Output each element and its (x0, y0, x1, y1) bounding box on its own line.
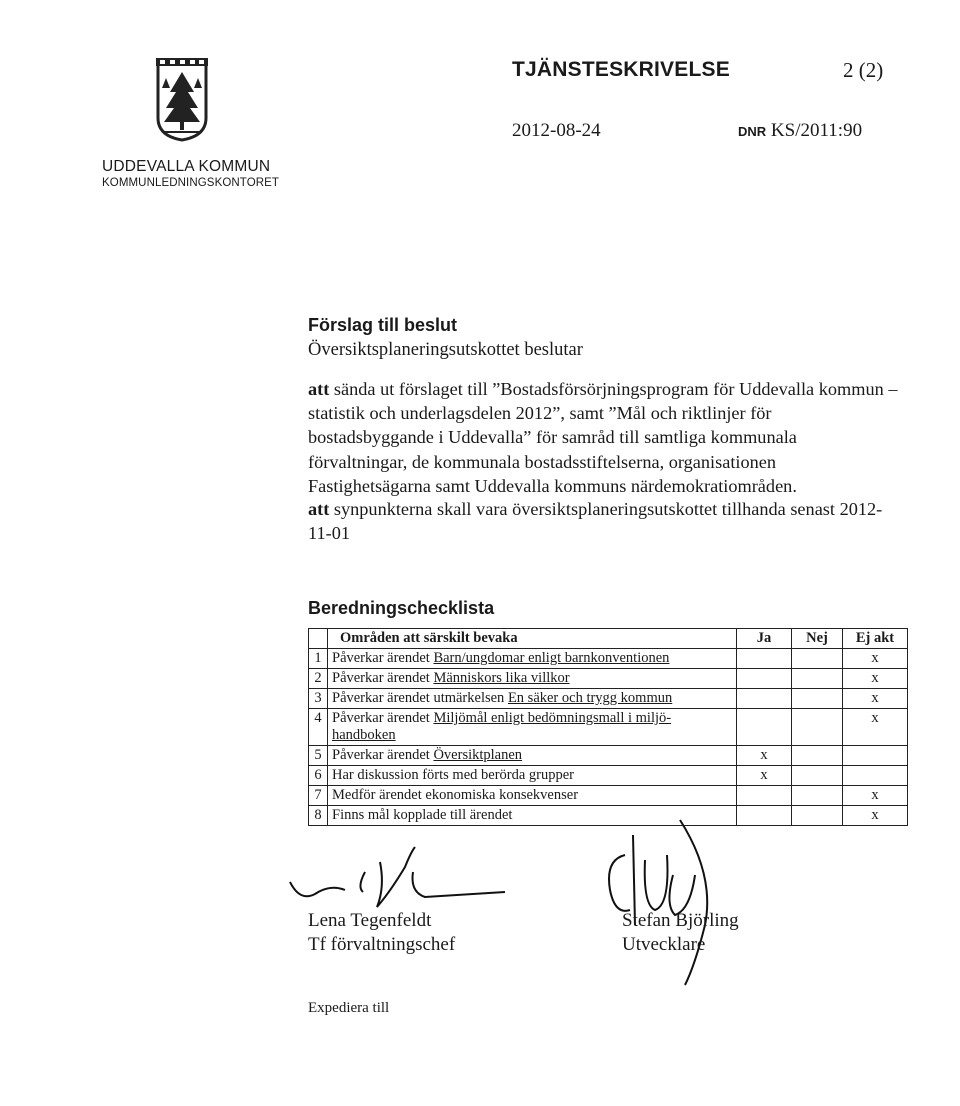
cell-ja: x (737, 766, 792, 786)
organization-name: UDDEVALLA KOMMUN (102, 158, 271, 175)
cell-ja (737, 689, 792, 709)
page-number: 2 (2) (843, 58, 884, 82)
cell-ja: x (737, 746, 792, 766)
row-text: Påverkar ärendet utmärkelsen (332, 690, 508, 706)
organization-department: KOMMUNLEDNINGSKONTORET (102, 177, 280, 189)
row-area-text (328, 689, 737, 709)
proposal-paragraph (308, 497, 898, 545)
coat-of-arms-icon (152, 58, 212, 142)
row-number: 2 (309, 669, 328, 689)
row-text: Påverkar ärendet (332, 747, 434, 763)
row-area-text (328, 669, 737, 689)
row-area-text (328, 786, 737, 806)
cell-ej-akt: x (843, 649, 908, 669)
cell-nej (792, 669, 843, 689)
checklist-heading: Beredningschecklista (308, 598, 495, 618)
signature-lena-tegenfeldt (285, 832, 510, 922)
att-keyword: att (308, 379, 330, 399)
row-area-text (328, 746, 737, 766)
row-text: Har diskussion förts med berörda grupper (332, 767, 575, 783)
cell-ja (737, 786, 792, 806)
cell-nej (792, 709, 843, 746)
row-area-text (328, 709, 737, 746)
column-header-ja: Ja (737, 629, 792, 649)
att-keyword: att (308, 499, 330, 519)
document-date: 2012-08-24 (512, 120, 601, 141)
cell-ja (737, 709, 792, 746)
cell-nej (792, 746, 843, 766)
row-text: Påverkar ärendet (332, 650, 434, 666)
cell-nej (792, 689, 843, 709)
row-number: 3 (309, 689, 328, 709)
cell-ja (737, 669, 792, 689)
table-row (309, 746, 908, 766)
column-header-number (309, 629, 328, 649)
diary-number-value: KS/2011:90 (770, 120, 863, 141)
row-area-text (328, 766, 737, 786)
cell-ej-akt: x (843, 806, 908, 826)
cell-ej-akt: x (843, 669, 908, 689)
diary-number-label: DNR (738, 124, 767, 139)
row-text: Påverkar ärendet (332, 710, 434, 726)
cell-nej (792, 649, 843, 669)
signer-1-name: Lena Tegenfeldt (308, 910, 432, 931)
row-number: 8 (309, 806, 328, 826)
cell-nej (792, 766, 843, 786)
cell-nej (792, 786, 843, 806)
column-header-ej-akt: Ej akt (843, 629, 908, 649)
document-type: TJÄNSTESKRIVELSE (512, 58, 730, 81)
signature-stefan-bjorling (585, 815, 755, 990)
paragraph-text: sända ut förslaget till ”Bostadsförsörjningsprogram för Uddevalla kommun – statistik och underlagsdelen 2012”, samt ”Mål och riktlinjer för bostadsbyggande i Uddevalla” för samråd till samtliga kommunala förvaltningar, de kommunala bostadsstiftelserna, organisationen Fastighetsägarna samt Uddevalla kommuns närdemokratiområden. (308, 379, 898, 496)
row-number: 4 (309, 709, 328, 746)
cell-ej-akt: x (843, 689, 908, 709)
table-row (309, 766, 908, 786)
row-underlined-text: Människors lika villkor (433, 670, 570, 686)
signer-1-title: Tf förvaltningschef (308, 934, 456, 955)
proposal-heading: Förslag till beslut (308, 315, 458, 335)
cell-ej-akt (843, 746, 908, 766)
table-row (309, 689, 908, 709)
diary-number (738, 120, 862, 142)
table-header-row (309, 629, 908, 649)
row-underlined-text: En säker och trygg kommun (507, 690, 673, 706)
row-number: 1 (309, 649, 328, 669)
proposal-intro: Översiktsplaneringsutskottet beslutar (308, 340, 583, 360)
row-number: 7 (309, 786, 328, 806)
table-row (309, 786, 908, 806)
signer-2-title: Utvecklare (622, 934, 706, 955)
proposal-paragraph (308, 377, 898, 498)
distribute-to-label: Expediera till (308, 1000, 390, 1016)
cell-ja (737, 649, 792, 669)
row-text: Medför ärendet ekonomiska konsekvenser (332, 787, 579, 803)
signer-2-name: Stefan Björling (622, 910, 739, 931)
column-header-area: Områden att särskilt bevaka (328, 629, 737, 649)
table-row (309, 649, 908, 669)
row-underlined-text: Miljömål enligt bedömningsmall i miljö-handboken (332, 710, 672, 743)
paragraph-text: synpunkterna skall vara översiktsplaneringsutskottet tillhanda senast 2012-11-01 (308, 499, 883, 544)
table-row (309, 669, 908, 689)
table-row (309, 709, 908, 746)
column-header-nej: Nej (792, 629, 843, 649)
cell-ej-akt (843, 766, 908, 786)
row-area-text (328, 649, 737, 669)
row-number: 6 (309, 766, 328, 786)
cell-nej (792, 806, 843, 826)
row-underlined-text: Översiktplanen (433, 747, 523, 763)
row-text: Påverkar ärendet (332, 670, 434, 686)
row-text: Finns mål kopplade till ärendet (332, 807, 513, 823)
cell-ej-akt: x (843, 709, 908, 746)
row-underlined-text: Barn/ungdomar enligt barnkonventionen (433, 650, 670, 666)
cell-ej-akt: x (843, 786, 908, 806)
checklist-table (308, 628, 908, 826)
row-number: 5 (309, 746, 328, 766)
